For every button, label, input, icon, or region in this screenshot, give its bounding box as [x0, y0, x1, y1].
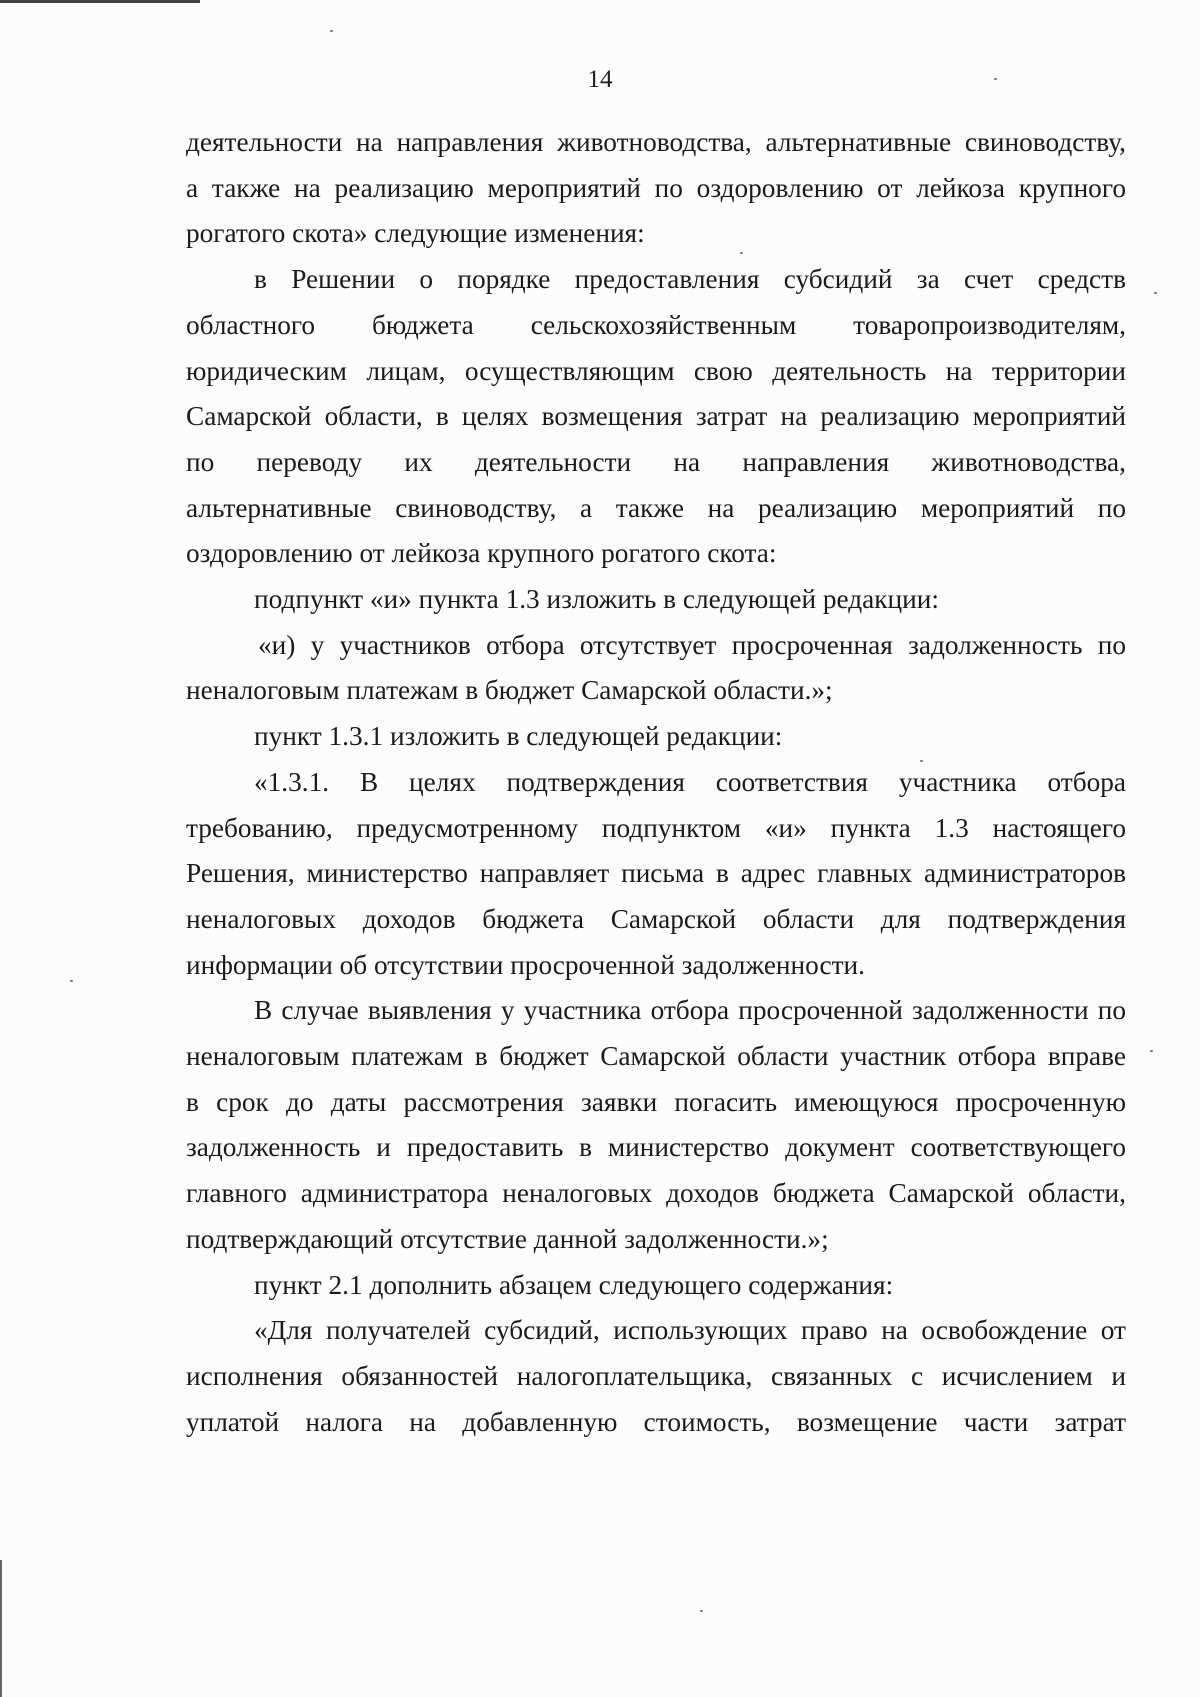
scan-speck: [1154, 292, 1157, 294]
text-line: в Решении о порядке предоставления субсидий за счет средств: [254, 264, 1126, 295]
text-line: В случае выявления у участника отбора просроченной задолженности по: [254, 995, 1126, 1026]
scan-speck: [330, 30, 333, 32]
text-line: юридическим лицам, осуществляющим свою деятельность на территории: [186, 355, 1126, 386]
text-line: а также на реализацию мероприятий по оздоровлению от лейкоза крупного: [186, 172, 1126, 203]
text-line: неналоговым платежам в бюджет Самарской области участник отбора вправе: [186, 1041, 1126, 1072]
page-number: 14: [587, 66, 613, 93]
text-line: подтверждающий отсутствие данной задолженности.»;: [186, 1223, 829, 1254]
text-line: исполнения обязанностей налогоплательщика, связанных с исчислением и: [186, 1360, 1126, 1391]
text-line: пункт 1.3.1 изложить в следующей редакции:: [254, 721, 783, 752]
text-line: по переводу их деятельности на направления животноводства,: [186, 446, 1126, 477]
text-line: Решения, министерство направляет письма в адрес главных администраторов: [186, 858, 1126, 889]
text-line: деятельности на направления животноводства, альтернативные свиноводству,: [186, 127, 1126, 157]
scan-speck: [700, 1610, 703, 1612]
text-line: оздоровлению от лейкоза крупного рогатого скота:: [186, 538, 777, 569]
text-line: в срок до даты рассмотрения заявки погасить имеющуюся просроченную: [186, 1086, 1126, 1117]
text-line: информации об отсутствии просроченной задолженности.: [186, 949, 865, 980]
text-line: требованию, предусмотренному подпунктом «и» пункта 1.3 настоящего: [186, 812, 1126, 843]
text-line: главного администратора неналоговых доходов бюджета Самарской области,: [186, 1178, 1126, 1209]
text-line: альтернативные свиноводству, а также на реализацию мероприятий по: [186, 492, 1126, 523]
scan-edge-top: [0, 0, 200, 3]
text-line: неналоговых доходов бюджета Самарской области для подтверждения: [186, 903, 1126, 934]
text-line: Самарской области, в целях возмещения затрат на реализацию мероприятий: [186, 401, 1126, 432]
document-body: [186, 120, 1126, 1445]
text-line: «1.3.1. В целях подтверждения соответствия участника отбора: [254, 766, 1126, 797]
text-line: задолженность и предоставить в министерство документ соответствующего: [186, 1132, 1126, 1163]
scan-speck: [1150, 1050, 1153, 1052]
scan-speck: [70, 980, 73, 982]
scan-edge-left: [0, 1560, 2, 1697]
text-line: «и) у участников отбора отсутствует просроченная задолженность по: [258, 629, 1126, 660]
text-line: подпункт «и» пункта 1.3 изложить в следующей редакции:: [254, 584, 939, 615]
text-line: уплатой налога на добавленную стоимость, возмещение части затрат: [186, 1406, 1126, 1437]
text-line: пункт 2.1 дополнить абзацем следующего содержания:: [254, 1269, 894, 1300]
text-line: рогатого скота» следующие изменения:: [186, 218, 645, 249]
text-line: областного бюджета сельскохозяйственным товаропроизводителям,: [186, 309, 1126, 340]
text-line: «Для получателей субсидий, использующих право на освобождение от: [254, 1315, 1126, 1346]
text-line: неналоговым платежам в бюджет Самарской области.»;: [186, 675, 833, 706]
